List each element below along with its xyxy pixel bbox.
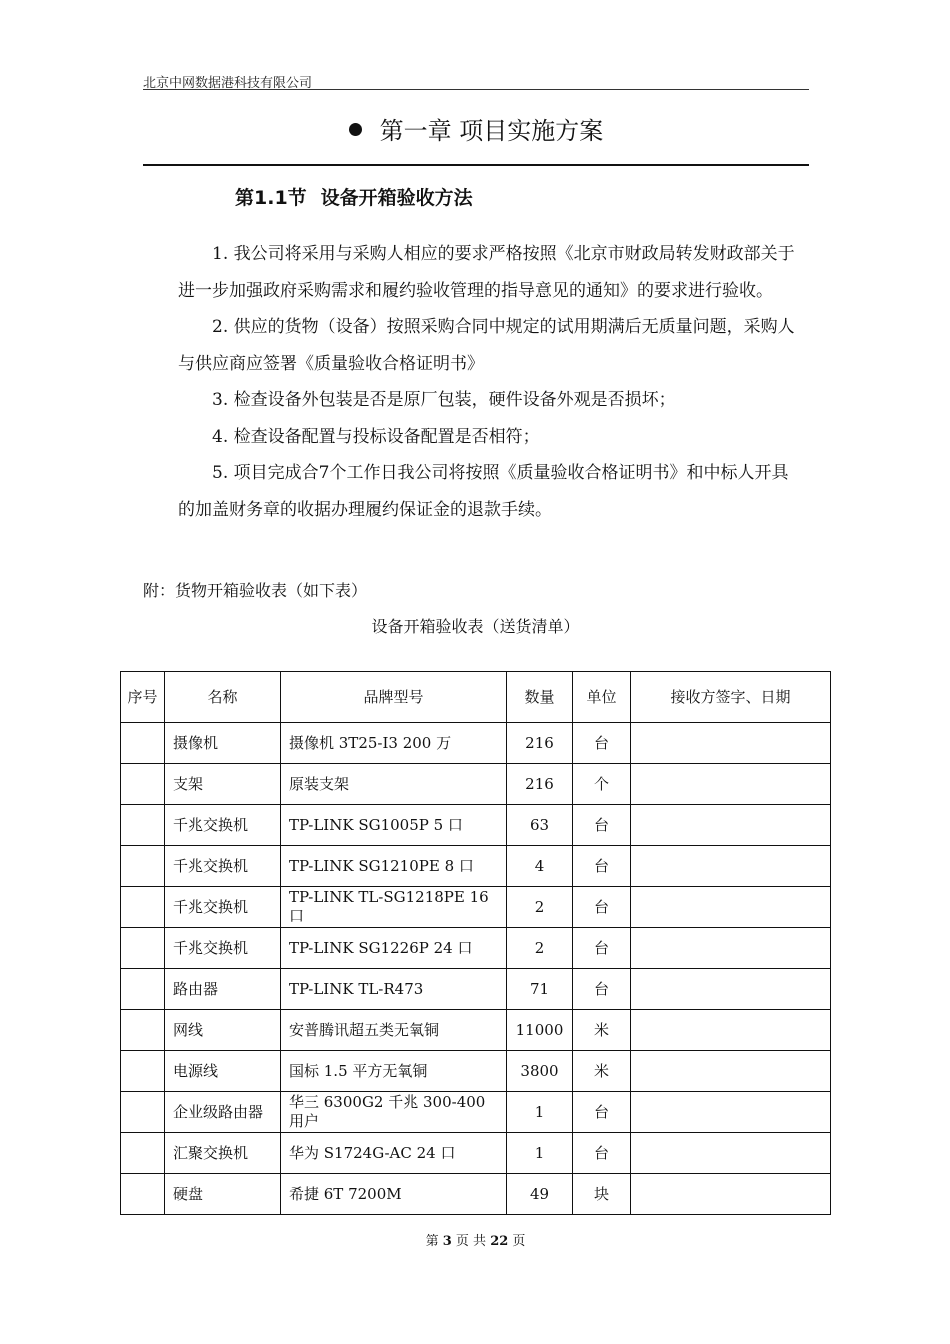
cell-name: 汇聚交换机 [165,1133,281,1174]
table-row [121,1092,831,1133]
cell-model: TP-LINK SG1005P 5 口 [281,805,507,846]
cell-seq [121,928,165,969]
header-name: 名称 [165,672,281,723]
cell-model: 华为 S1724G-AC 24 口 [281,1133,507,1174]
footer-middle: 页 共 [455,1234,487,1249]
section-label: 第1.1节 [235,187,307,209]
cell-name: 千兆交换机 [165,887,281,928]
cell-name: 千兆交换机 [165,928,281,969]
cell-sign [631,723,831,764]
table-row [121,1174,831,1215]
cell-seq [121,846,165,887]
cell-sign [631,1092,831,1133]
cell-qty: 63 [507,805,573,846]
cell-seq [121,1133,165,1174]
cell-qty: 216 [507,723,573,764]
cell-sign [631,764,831,805]
table-row [121,969,831,1010]
cell-model: 国标 1.5 平方无氧铜 [281,1051,507,1092]
table-row [121,1133,831,1174]
cell-model: 原装支架 [281,764,507,805]
cell-seq [121,969,165,1010]
cell-unit: 台 [573,1133,631,1174]
cell-unit: 台 [573,969,631,1010]
cell-sign [631,1174,831,1215]
cell-unit: 米 [573,1051,631,1092]
cell-name: 网线 [165,1010,281,1051]
cell-seq [121,723,165,764]
cell-unit: 台 [573,805,631,846]
table-row [121,846,831,887]
cell-qty: 4 [507,846,573,887]
cell-name: 企业级路由器 [165,1092,281,1133]
footer-prefix: 第 [425,1234,439,1249]
cell-model: TP-LINK SG1226P 24 口 [281,928,507,969]
cell-model: TP-LINK SG1210PE 8 口 [281,846,507,887]
header-qty: 数量 [507,672,573,723]
cell-model: 华三 6300G2 千兆 300-400 用户 [281,1092,507,1133]
cell-unit: 台 [573,846,631,887]
table-row [121,1010,831,1051]
section-heading [235,184,473,212]
cell-seq [121,1092,165,1133]
paragraph-3: 3. 检查设备外包装是否是原厂包装，硬件设备外观是否损坏； [212,390,676,410]
table-row [121,928,831,969]
cell-name: 支架 [165,764,281,805]
chapter-heading [143,114,809,148]
header-unit: 单位 [573,672,631,723]
table-header-row [121,672,831,723]
cell-model: TP-LINK TL-SG1218PE 16 口 [281,887,507,928]
chapter-title: 第一章 项目实施方案 [379,117,604,145]
cell-qty: 11000 [507,1010,573,1051]
cell-unit: 台 [573,887,631,928]
paragraph-4: 4. 检查设备配置与投标设备配置是否相符； [212,426,540,447]
cell-unit: 米 [573,1010,631,1051]
cell-seq [121,805,165,846]
table-row [121,764,831,805]
header-divider [143,89,809,90]
paragraph-1: 1. 我公司将采用与采购人相应的要求严格按照《北京市财政局转发财政部关于进一步加强政府采购需求和履约验收管理的指导意见的通知》的要求进行验收。 [178,244,795,301]
cell-seq [121,1051,165,1092]
cell-unit: 台 [573,723,631,764]
cell-name: 千兆交换机 [165,805,281,846]
cell-seq [121,887,165,928]
cell-unit: 台 [573,928,631,969]
cell-unit: 台 [573,1092,631,1133]
cell-qty: 3800 [507,1051,573,1092]
cell-qty: 2 [507,928,573,969]
cell-qty: 1 [507,1133,573,1174]
cell-sign [631,969,831,1010]
header-company-name: 北京中网数据港科技有限公司 [143,76,313,91]
cell-seq [121,1010,165,1051]
cell-qty: 1 [507,1092,573,1133]
table-title: 设备开箱验收表（送货清单） [371,617,580,636]
cell-unit: 个 [573,764,631,805]
section-title: 设备开箱验收方法 [320,187,473,209]
footer-page-number: 3 [442,1234,452,1249]
cell-name: 路由器 [165,969,281,1010]
bullet-icon [349,123,362,136]
cell-seq [121,764,165,805]
cell-sign [631,1010,831,1051]
header-model: 品牌型号 [281,672,507,723]
table-row [121,805,831,846]
cell-model: 希捷 6T 7200M [281,1174,507,1215]
cell-sign [631,1133,831,1174]
chapter-divider [143,164,809,166]
cell-model: 安普腾讯超五类无氧铜 [281,1010,507,1051]
header-seq: 序号 [121,672,165,723]
cell-model: TP-LINK TL-R473 [281,969,507,1010]
paragraph-2: 2. 供应的货物（设备）按照采购合同中规定的试用期满后无质量问题，采购人与供应商应签署《质量验收合格证明书》 [178,317,795,374]
cell-unit: 块 [573,1174,631,1215]
table-row [121,723,831,764]
cell-sign [631,887,831,928]
cell-sign [631,928,831,969]
page-footer [120,1232,831,1252]
body-text [178,236,800,528]
cell-name: 摄像机 [165,723,281,764]
cell-qty: 71 [507,969,573,1010]
table-row [121,887,831,928]
footer-total-pages: 22 [490,1234,509,1249]
cell-sign [631,805,831,846]
table-row [121,1051,831,1092]
appendix-note: 附：货物开箱验收表（如下表） [143,581,368,600]
cell-qty: 216 [507,764,573,805]
cell-name: 硬盘 [165,1174,281,1215]
cell-name: 电源线 [165,1051,281,1092]
cell-qty: 2 [507,887,573,928]
header-sign: 接收方签字、日期 [631,672,831,723]
footer-suffix: 页 [512,1234,526,1249]
cell-sign [631,846,831,887]
cell-sign [631,1051,831,1092]
receipt-table [120,671,831,1215]
cell-model: 摄像机 3T25-I3 200 万 [281,723,507,764]
paragraph-5: 5. 项目完成合7个工作日我公司将按照《质量验收合格证明书》和中标人开具的加盖财务章的收据办理履约保证金的退款手续。 [178,463,789,520]
cell-qty: 49 [507,1174,573,1215]
cell-name: 千兆交换机 [165,846,281,887]
cell-seq [121,1174,165,1215]
